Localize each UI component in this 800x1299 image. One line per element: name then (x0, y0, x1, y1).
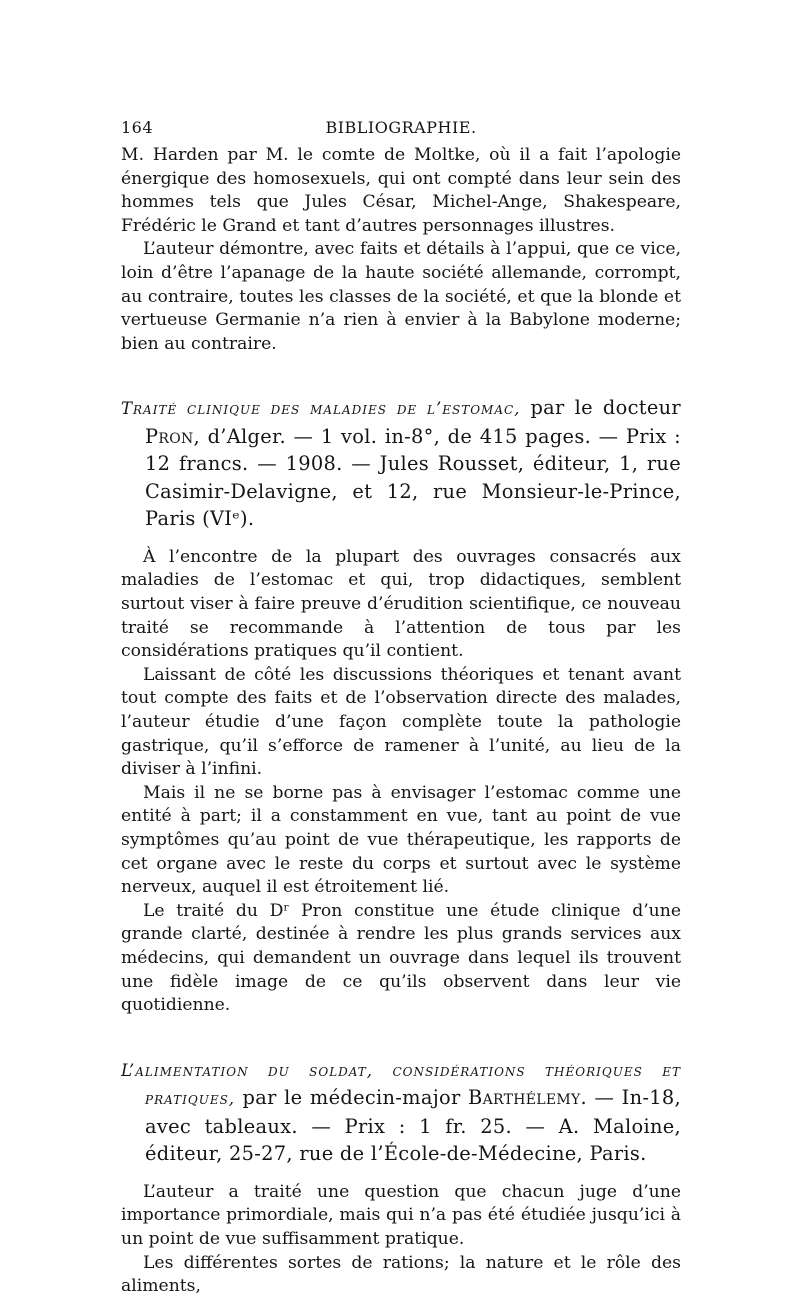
entry-title: Traité clinique des maladies de l’estomac, (121, 399, 521, 419)
entry-by: par le médecin-major (235, 1086, 469, 1110)
paragraph: Les différentes sortes de rations; la nature et le rôle des aliments, (121, 1252, 681, 1297)
entry-title: L’alimentation du soldat, considérations théoriques et pratiques, (121, 1060, 681, 1109)
paragraph: Le traité du Dʳ Pron constitue une étude clinique d’une grande clarté, destinée à rendre les plus grands services aux médecins, qui demandent un ouvrage dans lequel ils trouvent une fidèle image de ce qu’ils observent dans leur vie quotidienne. (121, 900, 681, 1016)
running-title: BIBLIOGRAPHIE. (325, 118, 477, 137)
paragraph: L’auteur démontre, avec faits et détails à l’appui, que ce vice, loin d’être l’apanage de la haute société allemande, corrompt, au contraire, toutes les classes de la société, et que la blonde et vertueuse Germanie n’a rien à envier à la Babylone moderne; bien au contraire. (121, 239, 681, 354)
paragraph: Laissant de côté les discussions théoriques et tenant avant tout compte des faits et de l’observation directe des malades, l’auteur étudie d’une façon complète toute la pathologie gastrique, qu’il s’efforce de ramener à l’unité, au lieu de la diviser à l’infini. (121, 664, 681, 780)
entry-by: par le docteur (520, 396, 681, 420)
entry-details: . — In-18, avec tableaux. — Prix : 1 fr. 25. — A. Maloine, éditeur, 25-27, rue de l’École-de-Médecine, Paris. (145, 1086, 681, 1166)
page (121, 118, 681, 1299)
paragraph: À l’encontre de la plupart des ouvrages consacrés aux maladies de l’estomac et qui, trop didactiques, semblent surtout viser à faire preuve d’érudition scientifique, ce nouveau traité se recommande à l’attention de tous par les considérations pratiques qu’il contient. (121, 546, 681, 662)
bibliography-entry (121, 394, 681, 533)
entry-author: Pron (145, 424, 194, 448)
entry-details: , d’Alger. — 1 vol. in-8°, de 415 pages. — Prix : 12 francs. — 1908. — Jules Rousset, éditeur, 1, rue Casimir-Delavigne, et 12, rue Monsieur-le-Prince, Paris (VIᵉ). (145, 424, 681, 531)
paragraph: Mais il ne se borne pas à envisager l’estomac comme une entité à part; il a constamment en vue, tant au point de vue symptômes qu’au point de vue thérapeutique, les rapports de cet organe avec le reste du corps et surtout avec le système nerveux, auquel il est étroitement lié. (121, 782, 681, 898)
page-number: 164 (121, 118, 154, 137)
page-header (121, 118, 681, 144)
paragraph: M. Harden par M. le comte de Moltke, où il a fait l’apologie énergique des homosexuels, qui ont compté dans leur sein des hommes tels que Jules César, Michel-Ange, Shakespeare, Frédéric le Grand et tant d’autres personnages illustres. (121, 145, 681, 236)
entry-author: Barthélemy (468, 1086, 581, 1110)
paragraph: L’auteur a traité une question que chacun juge d’une importance primordiale, mais qui n’a pas été étudiée jusqu’ici à un point de vue suffisamment pratique. (121, 1181, 681, 1249)
bibliography-entry (121, 1056, 681, 1168)
